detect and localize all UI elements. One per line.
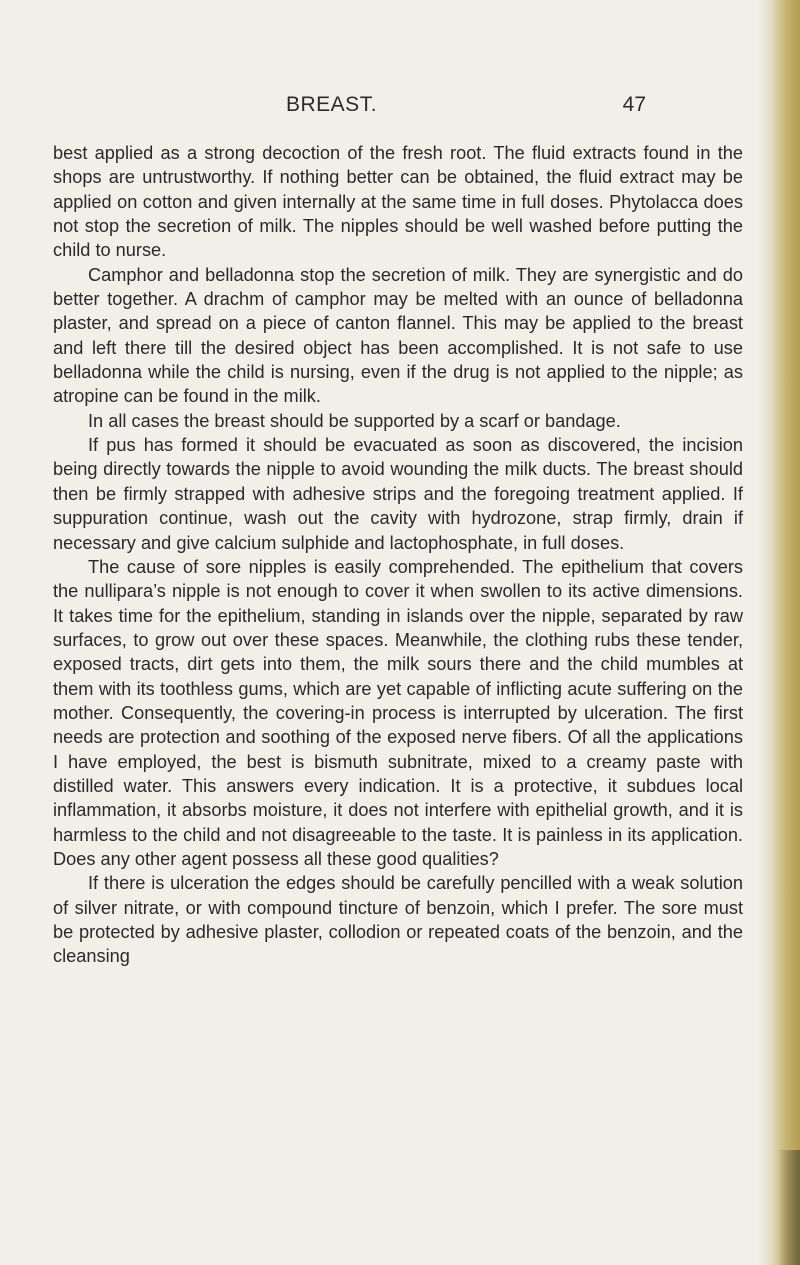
body-text: [53, 141, 743, 969]
paragraph: best applied as a strong decoction of the fresh root. The fluid extracts found in the shops are untrustworthy. If nothing better can be obtained, the fluid extract may be applied on cotton and given internally at the same time in full doses. Phytolacca does not stop the secretion of milk. The nipples should be well washed before putting the child to nurse.: [53, 143, 743, 261]
paragraph: If pus has formed it should be evacuated as soon as discovered, the incision being directly towards the nipple to avoid wounding the milk ducts. The breast should then be firmly strapped with adhesive strips and the foregoing treatment applied. If suppuration continue, wash out the cavity with hydrozone, strap firmly, drain if necessary and give calcium sulphide and lactophosphate, in full doses.: [53, 435, 743, 553]
paragraph: Camphor and belladonna stop the secretion of milk. They are synergistic and do better together. A drachm of camphor may be melted with an ounce of belladonna plaster, and spread on a piece of canton flannel. This may be applied to the breast and left there till the desired object has been accomplished. It is not safe to use belladonna while the child is nursing, even if the drug is not applied to the nipple; as atropine can be found in the milk.: [53, 264, 743, 407]
page-header: [146, 93, 646, 123]
running-head: BREAST.: [286, 93, 378, 116]
page-edge-corner-shadow: [778, 1150, 800, 1265]
page-number: 47: [622, 93, 646, 116]
page-edge-shadow: [758, 0, 800, 1265]
paragraph: The cause of sore nipples is easily comprehended. The epithelium that covers the nullipara’s nipple is not enough to cover it when swollen to its active dimensions. It takes time for the epithelium, standing in islands over the nipple, separated by raw surfaces, to grow out over these spaces. Meanwhile, the clothing rubs these tender, exposed tracts, dirt gets into them, the milk sours there and the child mumbles at them with its toothless gums, which are yet capable of inflicting acute suffering on the mother. Consequently, the covering-in process is interrupted by ulceration. The first needs are protection and soothing of the exposed nerve fibers. Of all the applications I have employed, the best is bismuth subnitrate, mixed to a creamy paste with distilled water. This answers every indication. It is a protective, it subdues local inflammation, it absorbs moisture, it does not interfere with epithelial growth, and it is harmless to the child and not disagreeable to the taste. It is painless in its application. Does any other agent possess all these good qualities?: [53, 556, 743, 869]
paragraph: If there is ulceration the edges should be carefully pencilled with a weak solution of silver nitrate, or with compound tincture of benzoin, which I prefer. The sore must be protected by adhesive plaster, collodion or repeated coats of the benzoin, and the cleansing: [53, 873, 743, 967]
paragraph: In all cases the breast should be supported by a scarf or bandage.: [88, 410, 621, 431]
